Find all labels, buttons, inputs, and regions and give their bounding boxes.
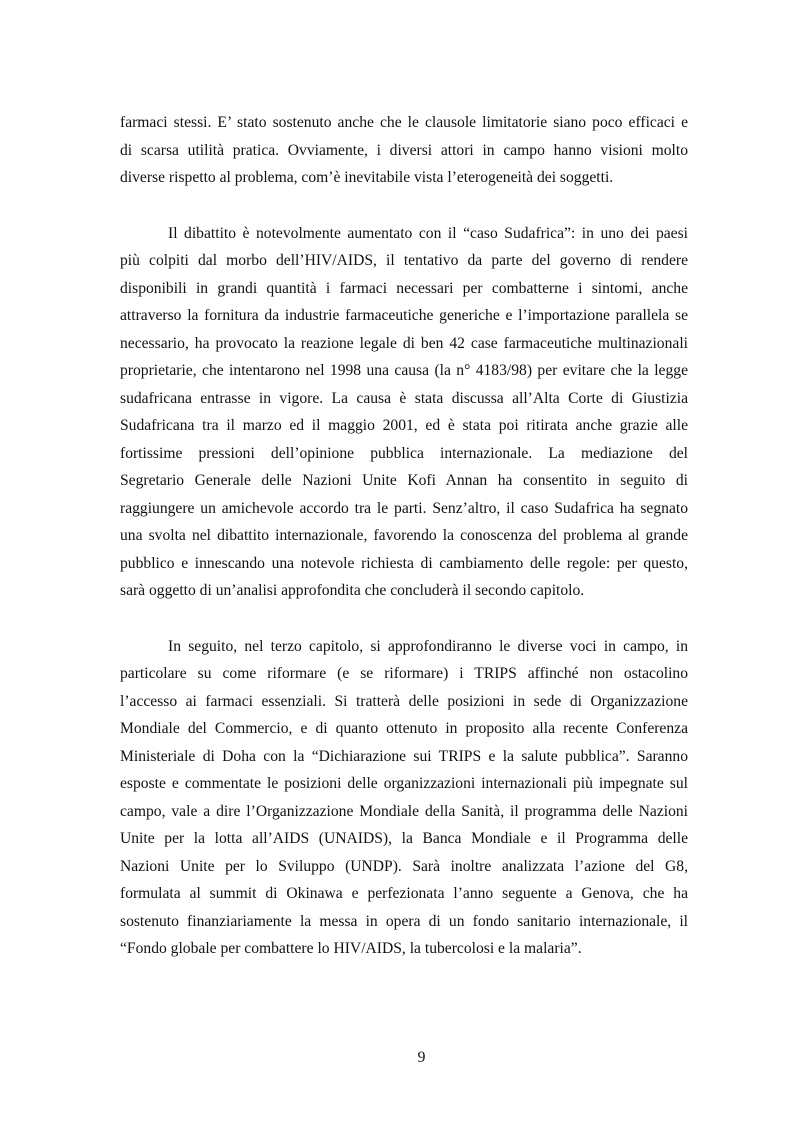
text-line: Il dibattito è notevolmente aumentato con il “caso Sudafrica”: in uno dei paesi (168, 224, 688, 242)
text-line: necessario, ha provocato la reazione legale di ben 42 case farmaceutiche multinazionali (120, 334, 688, 352)
text-line: esposte e commentate le posizioni delle organizzazioni internazionali più impegnate sul (120, 775, 688, 792)
text-line: sarà oggetto di un’analisi approfondita che concluderà il secondo capitolo. (120, 582, 585, 599)
paragraph-3 (120, 633, 688, 963)
text-line: Nazioni Unite per lo Sviluppo (UNDP). Sarà inoltre analizzata l’azione del G8, (120, 857, 688, 875)
text-line: formulata al summit di Okinawa e perfezionata l’anno seguente a Genova, che ha (120, 885, 688, 902)
text-line: diverse rispetto al problema, com’è inevitabile vista l’eterogeneità dei soggetti. (120, 169, 614, 186)
text-line: sostenuto finanziariamente la messa in opera di un fondo sanitario internazionale, il (120, 912, 688, 930)
page-body (120, 109, 688, 963)
paragraph-2 (120, 220, 688, 605)
paragraph-1 (120, 109, 688, 192)
text-line: l’accesso ai farmaci essenziali. Si tratterà delle posizioni in sede di Organizzazione (120, 692, 688, 710)
text-line: attraverso la fornitura da industrie farmaceutiche generiche e l’importazione parallela se (120, 307, 688, 324)
text-line: proprietarie, che intentarono nel 1998 una causa (la n° 4183/98) per evitare che la legge (120, 362, 688, 379)
text-line: una svolta nel dibattito internazionale, favorendo la conoscenza del problema al grande (120, 527, 688, 544)
text-line: più colpiti dal morbo dell’HIV/AIDS, il tentativo da parte del governo di rendere (120, 252, 688, 269)
text-line: “Fondo globale per combattere lo HIV/AIDS, la tubercolosi e la malaria”. (120, 940, 582, 957)
text-line: raggiungere un amichevole accordo tra le parti. Senz’altro, il caso Sudafrica ha segnato (120, 499, 688, 517)
text-line: Ministeriale di Doha con la “Dichiarazione sui TRIPS e la salute pubblica”. Saranno (120, 747, 688, 765)
text-line: di scarsa utilità pratica. Ovviamente, i diversi attori in campo hanno visioni molto (120, 141, 688, 159)
text-line: Mondiale del Commercio, e di quanto ottenuto in proposito alla recente Conferenza (120, 720, 688, 737)
text-line: particolare su come riformare (e se riformare) i TRIPS affinché non ostacolino (120, 665, 688, 682)
page-number: 9 (417, 1049, 426, 1066)
text-line: campo, vale a dire l’Organizzazione Mondiale della Sanità, il programma delle Nazioni (120, 802, 688, 820)
text-line: sudafricana entrasse in vigore. La causa è stata discussa all’Alta Corte di Giustizia (120, 389, 688, 407)
text-line: Unite per la lotta all’AIDS (UNAIDS), la Banca Mondiale e il Programma delle (120, 830, 688, 847)
text-line: farmaci stessi. E’ stato sostenuto anche che le clausole limitatorie siano poco efficaci e (120, 114, 688, 131)
text-line: Segretario Generale delle Nazioni Unite Kofi Annan ha consentito in seguito di (120, 472, 688, 489)
text-line: In seguito, nel terzo capitolo, si approfondiranno le diverse voci in campo, in (168, 637, 688, 655)
text-line: fortissime pressioni dell’opinione pubblica internazionale. La mediazione del (120, 444, 688, 462)
text-line: disponibili in grandi quantità i farmaci necessari per combatterne i sintomi, anche (120, 279, 688, 297)
text-line: Sudafricana tra il marzo ed il maggio 2001, ed è stata poi ritirata anche grazie alle (120, 417, 688, 434)
text-line: pubblico e innescando una notevole richiesta di cambiamento delle regole: per questo, (120, 554, 688, 572)
